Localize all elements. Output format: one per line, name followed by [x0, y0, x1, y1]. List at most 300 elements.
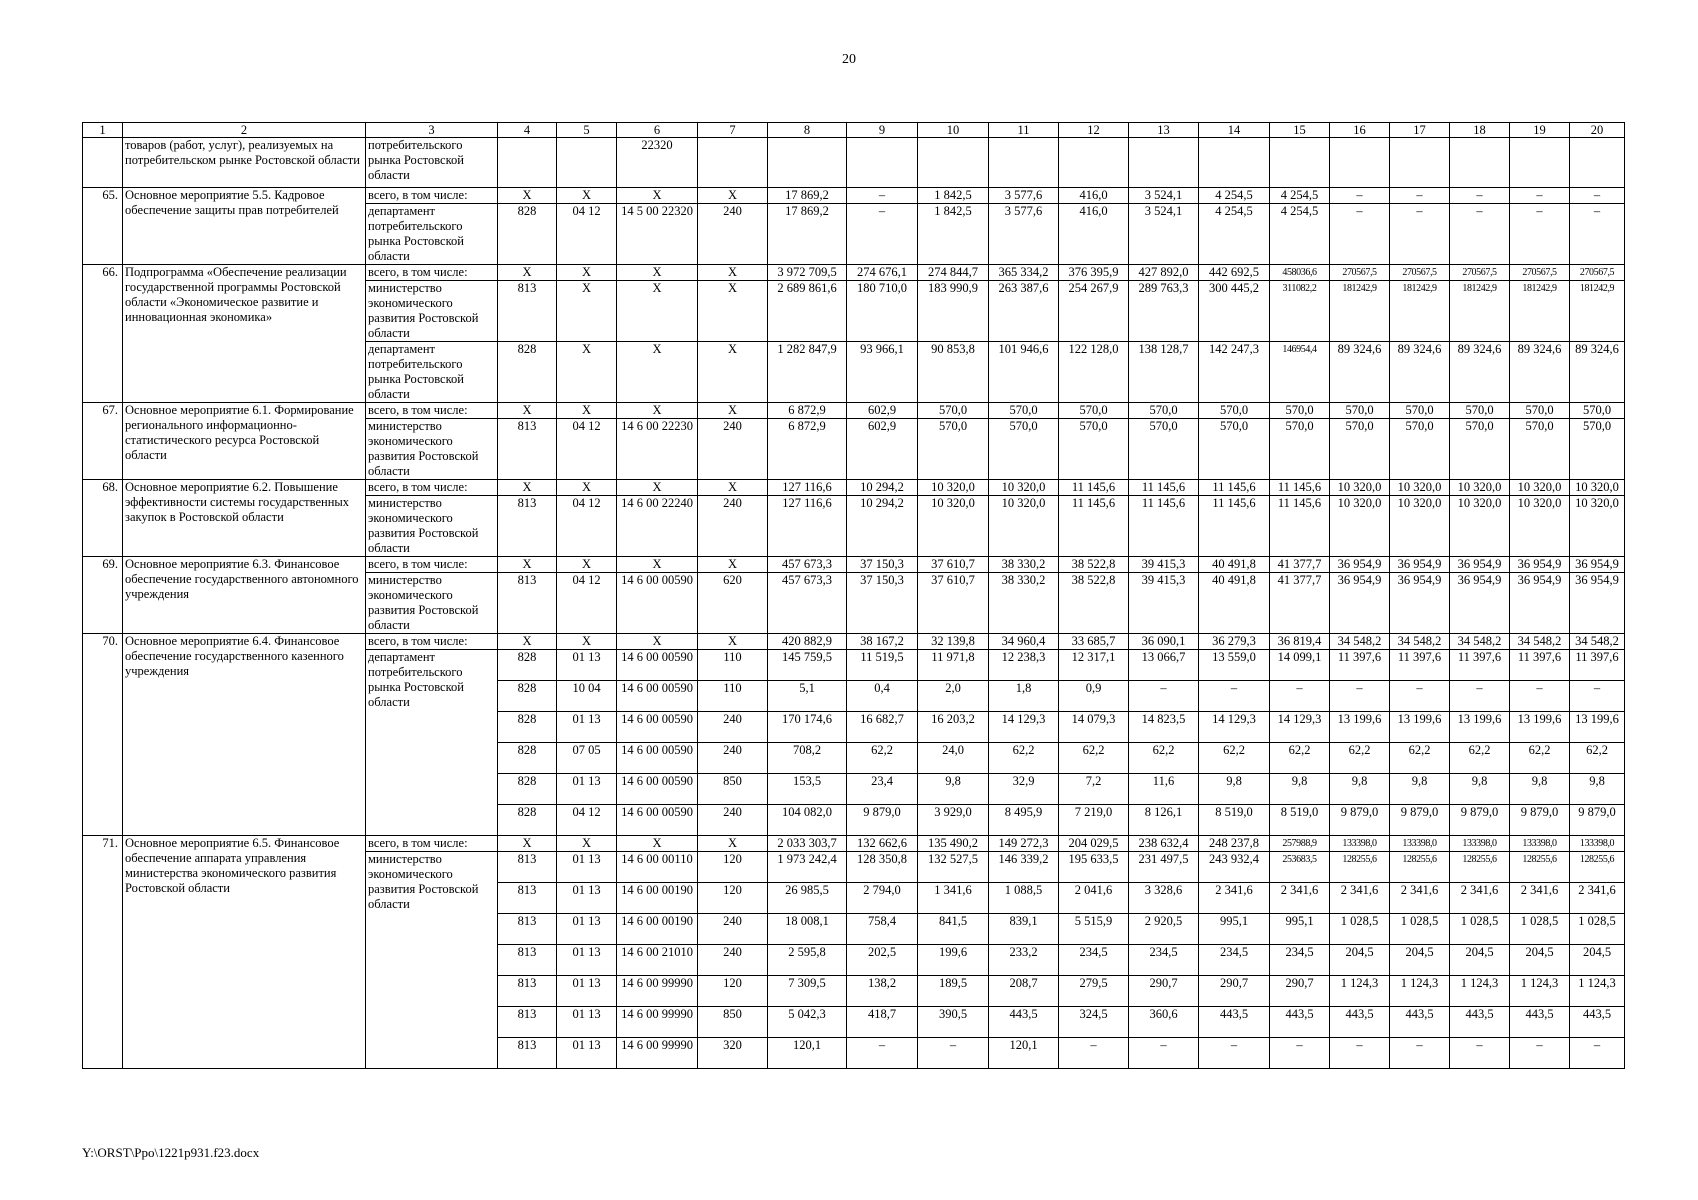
table-cell: 9,8 — [1570, 774, 1625, 805]
table-cell: 813 — [498, 852, 557, 883]
table-cell: – — [1510, 681, 1570, 712]
table-cell: 41 377,7 — [1270, 557, 1330, 573]
table-cell: 270567,5 — [1510, 265, 1570, 281]
table-cell: 66. — [83, 265, 123, 403]
table-cell: 311082,2 — [1270, 281, 1330, 342]
table-cell: 67. — [83, 403, 123, 480]
table-cell: 120 — [698, 976, 768, 1007]
table-cell: 5,1 — [768, 681, 847, 712]
table-cell: 62,2 — [847, 743, 918, 774]
table-cell: 443,5 — [1570, 1007, 1625, 1038]
table-cell: 204,5 — [1570, 945, 1625, 976]
table-cell: 14 129,3 — [989, 712, 1059, 743]
table-cell: 04 12 — [557, 805, 617, 836]
table-cell: 36 954,9 — [1390, 557, 1450, 573]
table-cell: 10 320,0 — [1510, 480, 1570, 496]
table-cell: – — [1330, 681, 1390, 712]
table-cell: 570,0 — [1570, 403, 1625, 419]
table-cell: 120 — [698, 883, 768, 914]
table-cell: – — [1450, 204, 1510, 265]
table-cell: всего, в том числе: — [366, 836, 498, 852]
table-cell: Основное мероприятие 6.3. Финансовое обеспечение государственного автономного учреждения — [123, 557, 366, 634]
table-cell: департамент потребительского рынка Ростовской области — [366, 342, 498, 403]
table-cell: 14 6 00 00590 — [617, 743, 698, 774]
table-cell: 128 350,8 — [847, 852, 918, 883]
table-cell: 04 12 — [557, 419, 617, 480]
table-cell: 110 — [698, 650, 768, 681]
table-cell: 10 320,0 — [989, 480, 1059, 496]
table-cell: 443,5 — [1510, 1007, 1570, 1038]
table-cell: 758,4 — [847, 914, 918, 945]
column-number: 6 — [617, 123, 698, 138]
table-cell: 89 324,6 — [1390, 342, 1450, 403]
table-cell: 274 844,7 — [918, 265, 989, 281]
table-cell: 828 — [498, 204, 557, 265]
table-cell: 16 203,2 — [918, 712, 989, 743]
table-cell: 65. — [83, 188, 123, 265]
table-cell: 199,6 — [918, 945, 989, 976]
table-cell: 36 954,9 — [1570, 573, 1625, 634]
column-number: 20 — [1570, 123, 1625, 138]
table-cell: 40 491,8 — [1199, 573, 1270, 634]
table-cell: 26 985,5 — [768, 883, 847, 914]
table-cell: 37 150,3 — [847, 557, 918, 573]
table-cell: 133398,0 — [1450, 836, 1510, 852]
table-cell: – — [1199, 1038, 1270, 1069]
table-cell: 204 029,5 — [1059, 836, 1129, 852]
table-cell — [83, 138, 123, 188]
column-number: 14 — [1199, 123, 1270, 138]
table-cell: 416,0 — [1059, 204, 1129, 265]
table-cell: 4 254,5 — [1270, 204, 1330, 265]
table-cell: 2 041,6 — [1059, 883, 1129, 914]
table-cell: 602,9 — [847, 403, 918, 419]
table-cell: 9 879,0 — [1390, 805, 1450, 836]
table-cell: 240 — [698, 805, 768, 836]
table-cell: 62,2 — [1199, 743, 1270, 774]
column-number: 17 — [1390, 123, 1450, 138]
table-cell: 40 491,8 — [1199, 557, 1270, 573]
table-cell: 708,2 — [768, 743, 847, 774]
table-cell: 9,8 — [1330, 774, 1390, 805]
table-cell: 11 519,5 — [847, 650, 918, 681]
footer-file-path: Y:\ORST\Ppo\1221p931.f23.docx — [82, 1145, 260, 1160]
table-cell: 11 397,6 — [1570, 650, 1625, 681]
table-cell: 36 954,9 — [1450, 557, 1510, 573]
table-cell: 89 324,6 — [1450, 342, 1510, 403]
table-cell: 570,0 — [1270, 419, 1330, 480]
table-cell: 828 — [498, 681, 557, 712]
column-number: 15 — [1270, 123, 1330, 138]
table-cell: 104 082,0 — [768, 805, 847, 836]
table-cell: 128255,6 — [1510, 852, 1570, 883]
table-cell: 828 — [498, 342, 557, 403]
table-cell: – — [1450, 188, 1510, 204]
table-cell: 10 320,0 — [1570, 496, 1625, 557]
table-cell: 208,7 — [989, 976, 1059, 1007]
table-cell: 234,5 — [1270, 945, 1330, 976]
table-cell: 39 415,3 — [1129, 557, 1199, 573]
table-cell: 01 13 — [557, 976, 617, 1007]
table-cell: 11,6 — [1129, 774, 1199, 805]
table-cell: 37 610,7 — [918, 557, 989, 573]
table-cell: 62,2 — [1450, 743, 1510, 774]
table-cell: 570,0 — [1510, 403, 1570, 419]
table-cell: 1 088,5 — [989, 883, 1059, 914]
table-cell: 570,0 — [1129, 403, 1199, 419]
table-cell: 01 13 — [557, 650, 617, 681]
table-cell: 10 320,0 — [918, 496, 989, 557]
table-cell: 127 116,6 — [768, 496, 847, 557]
table-cell: 36 954,9 — [1510, 573, 1570, 634]
table-cell: 290,7 — [1270, 976, 1330, 1007]
table-cell: 2 920,5 — [1129, 914, 1199, 945]
table-cell: – — [1570, 681, 1625, 712]
table-cell: 2 341,6 — [1510, 883, 1570, 914]
table-cell: 570,0 — [1450, 403, 1510, 419]
table-cell: 850 — [698, 1007, 768, 1038]
table-cell: 620 — [698, 573, 768, 634]
table-cell: – — [1450, 1038, 1510, 1069]
table-cell: 10 320,0 — [918, 480, 989, 496]
table-cell: 443,5 — [1450, 1007, 1510, 1038]
table-cell: 38 522,8 — [1059, 557, 1129, 573]
table-cell: Х — [698, 281, 768, 342]
table-cell: 11 145,6 — [1129, 496, 1199, 557]
table-cell: 570,0 — [1199, 403, 1270, 419]
table-cell: Х — [557, 836, 617, 852]
table-cell: – — [1510, 204, 1570, 265]
table-cell: всего, в том числе: — [366, 557, 498, 573]
column-number: 18 — [1450, 123, 1510, 138]
table-cell: 1 341,6 — [918, 883, 989, 914]
table-cell: 202,5 — [847, 945, 918, 976]
table-cell: Х — [557, 403, 617, 419]
table-cell: 22320 — [617, 138, 698, 188]
table-cell: 2 794,0 — [847, 883, 918, 914]
table-cell — [1510, 138, 1570, 188]
table-cell: – — [1510, 188, 1570, 204]
table-cell: 813 — [498, 419, 557, 480]
table-cell: – — [1570, 188, 1625, 204]
table-cell: 01 13 — [557, 945, 617, 976]
table-cell: 13 199,6 — [1330, 712, 1390, 743]
table-cell: 14 6 00 00590 — [617, 712, 698, 743]
table-cell: 12 238,3 — [989, 650, 1059, 681]
table-cell: 0,4 — [847, 681, 918, 712]
table-cell: 828 — [498, 743, 557, 774]
table-cell: 18 008,1 — [768, 914, 847, 945]
table-cell: 0,9 — [1059, 681, 1129, 712]
table-cell: Подпрограмма «Обеспечение реализации государственной программы Ростовской области «Экономическое развитие и инновационная экономика» — [123, 265, 366, 403]
table-cell: 142 247,3 — [1199, 342, 1270, 403]
table-cell: Х — [617, 836, 698, 852]
table-cell: 01 13 — [557, 712, 617, 743]
table-cell: 416,0 — [1059, 188, 1129, 204]
table-cell: 14 129,3 — [1199, 712, 1270, 743]
table-cell: – — [1390, 188, 1450, 204]
table-cell: 38 167,2 — [847, 634, 918, 650]
table-cell: Х — [557, 281, 617, 342]
table-cell: 5 515,9 — [1059, 914, 1129, 945]
table-cell: 5 042,3 — [768, 1007, 847, 1038]
table-cell: 813 — [498, 1007, 557, 1038]
table-cell: 01 13 — [557, 883, 617, 914]
table-cell: 36 954,9 — [1330, 557, 1390, 573]
table-cell: 13 066,7 — [1129, 650, 1199, 681]
table-cell: 14 6 00 22240 — [617, 496, 698, 557]
table-cell: всего, в том числе: — [366, 265, 498, 281]
column-number: 4 — [498, 123, 557, 138]
table-cell: 14 6 00 00190 — [617, 883, 698, 914]
table-cell: 1 124,3 — [1330, 976, 1390, 1007]
table-cell: 14 6 00 00190 — [617, 914, 698, 945]
table-cell: 570,0 — [1330, 403, 1390, 419]
table-cell: 841,5 — [918, 914, 989, 945]
table-cell: 01 13 — [557, 1007, 617, 1038]
table-cell: 3 972 709,5 — [768, 265, 847, 281]
column-number: 5 — [557, 123, 617, 138]
table-cell: – — [1270, 1038, 1330, 1069]
table-cell: Х — [698, 836, 768, 852]
table-row — [83, 836, 1625, 852]
table-cell: 204,5 — [1390, 945, 1450, 976]
table-cell: 243 932,4 — [1199, 852, 1270, 883]
table-cell: 270567,5 — [1570, 265, 1625, 281]
column-number: 8 — [768, 123, 847, 138]
table-cell: 120,1 — [768, 1038, 847, 1069]
table-cell: 376 395,9 — [1059, 265, 1129, 281]
table-cell: 420 882,9 — [768, 634, 847, 650]
table-cell: 570,0 — [1390, 403, 1450, 419]
table-cell: Х — [698, 265, 768, 281]
table-cell: – — [1450, 681, 1510, 712]
table-cell: 570,0 — [989, 419, 1059, 480]
table-cell: 3 577,6 — [989, 188, 1059, 204]
table-cell: 570,0 — [1059, 403, 1129, 419]
table-cell: 4 254,5 — [1199, 188, 1270, 204]
column-number: 9 — [847, 123, 918, 138]
table-cell: 443,5 — [1390, 1007, 1450, 1038]
table-cell: 1,8 — [989, 681, 1059, 712]
table-cell: 62,2 — [1510, 743, 1570, 774]
table-cell — [1330, 138, 1390, 188]
table-cell: 36 954,9 — [1570, 557, 1625, 573]
table-cell: 10 320,0 — [1330, 496, 1390, 557]
table-cell: 8 519,0 — [1270, 805, 1330, 836]
table-cell: 570,0 — [1570, 419, 1625, 480]
table-cell: 570,0 — [1270, 403, 1330, 419]
table-cell: Х — [698, 557, 768, 573]
table-cell: – — [1570, 1038, 1625, 1069]
table-cell: 34 548,2 — [1570, 634, 1625, 650]
table-cell: 828 — [498, 774, 557, 805]
table-cell: 37 610,7 — [918, 573, 989, 634]
table-cell: 89 324,6 — [1330, 342, 1390, 403]
table-cell: 270567,5 — [1450, 265, 1510, 281]
table-cell: 62,2 — [1570, 743, 1625, 774]
table-cell: 89 324,6 — [1570, 342, 1625, 403]
table-cell: 570,0 — [918, 419, 989, 480]
table-cell: 2 341,6 — [1330, 883, 1390, 914]
table-cell: 133398,0 — [1570, 836, 1625, 852]
table-cell — [847, 138, 918, 188]
column-number: 7 — [698, 123, 768, 138]
table-row — [83, 265, 1625, 281]
table-cell: 290,7 — [1199, 976, 1270, 1007]
table-cell: 390,5 — [918, 1007, 989, 1038]
table-cell: 11 397,6 — [1330, 650, 1390, 681]
table-cell: 813 — [498, 945, 557, 976]
table-cell: 36 954,9 — [1510, 557, 1570, 573]
table-cell: 2 033 303,7 — [768, 836, 847, 852]
table-cell — [1059, 138, 1129, 188]
table-cell: 248 237,8 — [1199, 836, 1270, 852]
table-cell: 240 — [698, 496, 768, 557]
table-cell: 181242,9 — [1570, 281, 1625, 342]
table-cell: 240 — [698, 712, 768, 743]
table-cell: 10 320,0 — [1330, 480, 1390, 496]
column-number: 10 — [918, 123, 989, 138]
table-cell: 127 116,6 — [768, 480, 847, 496]
table-cell: 17 869,2 — [768, 204, 847, 265]
table-cell: 4 254,5 — [1270, 188, 1330, 204]
table-row — [83, 138, 1625, 188]
table-cell: 3 524,1 — [1129, 204, 1199, 265]
table-cell: 183 990,9 — [918, 281, 989, 342]
table-cell — [498, 138, 557, 188]
table-cell: 204,5 — [1510, 945, 1570, 976]
table-cell: всего, в том числе: — [366, 634, 498, 650]
table-cell: 813 — [498, 883, 557, 914]
table-cell: Х — [557, 265, 617, 281]
table-cell: 181242,9 — [1450, 281, 1510, 342]
table-row — [83, 634, 1625, 650]
table-cell: 234,5 — [1129, 945, 1199, 976]
table-cell: всего, в том числе: — [366, 188, 498, 204]
table-cell: 34 960,4 — [989, 634, 1059, 650]
table-cell: 457 673,3 — [768, 573, 847, 634]
table-cell: – — [1330, 1038, 1390, 1069]
table-cell: 3 929,0 — [918, 805, 989, 836]
table-cell: 11 145,6 — [1129, 480, 1199, 496]
table-cell: 14 6 00 22230 — [617, 419, 698, 480]
table-cell: 2 341,6 — [1570, 883, 1625, 914]
table-cell: 13 559,0 — [1199, 650, 1270, 681]
table-cell: 234,5 — [1199, 945, 1270, 976]
table-cell: 570,0 — [1330, 419, 1390, 480]
table-cell: 132 662,6 — [847, 836, 918, 852]
table-cell: 995,1 — [1199, 914, 1270, 945]
table-cell: 38 330,2 — [989, 573, 1059, 634]
table-cell: 6 872,9 — [768, 403, 847, 419]
table-cell: – — [1059, 1038, 1129, 1069]
table-cell: департамент потребительского рынка Ростовской области — [366, 204, 498, 265]
table-cell: 62,2 — [989, 743, 1059, 774]
table-cell — [1270, 138, 1330, 188]
table-cell: 10 320,0 — [1570, 480, 1625, 496]
table-cell: 11 397,6 — [1510, 650, 1570, 681]
table-cell: 9,8 — [1450, 774, 1510, 805]
table-cell: 11 397,6 — [1450, 650, 1510, 681]
table-cell: 89 324,6 — [1510, 342, 1570, 403]
table-cell: Х — [617, 188, 698, 204]
table-cell: – — [1570, 204, 1625, 265]
table-cell: 231 497,5 — [1129, 852, 1199, 883]
table-cell: 14 6 00 00110 — [617, 852, 698, 883]
table-cell: Х — [617, 634, 698, 650]
table-cell: Х — [498, 557, 557, 573]
table-cell: 2 341,6 — [1199, 883, 1270, 914]
table-cell: Х — [698, 342, 768, 403]
table-cell: 850 — [698, 774, 768, 805]
table-cell: 14 6 00 00590 — [617, 774, 698, 805]
table-cell: 1 842,5 — [918, 188, 989, 204]
table-cell: 14 6 00 99990 — [617, 976, 698, 1007]
table-cell: 10 320,0 — [1390, 480, 1450, 496]
table-cell: 813 — [498, 573, 557, 634]
table-cell: 602,9 — [847, 419, 918, 480]
table-cell: Х — [698, 403, 768, 419]
table-cell: 9 879,0 — [1450, 805, 1510, 836]
table-cell: 14 079,3 — [1059, 712, 1129, 743]
table-cell: Х — [557, 557, 617, 573]
table-cell: 995,1 — [1270, 914, 1330, 945]
table-cell: 9 879,0 — [1570, 805, 1625, 836]
table-cell: 3 577,6 — [989, 204, 1059, 265]
table-cell: 132 527,5 — [918, 852, 989, 883]
table-cell: 11 145,6 — [1199, 480, 1270, 496]
table-cell: 9 879,0 — [847, 805, 918, 836]
table-cell: 128255,6 — [1390, 852, 1450, 883]
table-cell: Основное мероприятие 6.5. Финансовое обеспечение аппарата управления министерства экономического развития Ростовской области — [123, 836, 366, 1069]
table-cell: 181242,9 — [1390, 281, 1450, 342]
table-cell: 9,8 — [1510, 774, 1570, 805]
table-cell — [557, 138, 617, 188]
table-cell: 270567,5 — [1390, 265, 1450, 281]
table-cell: 37 150,3 — [847, 573, 918, 634]
table-cell: 6 872,9 — [768, 419, 847, 480]
table-cell: 443,5 — [1330, 1007, 1390, 1038]
table-cell: 189,5 — [918, 976, 989, 1007]
table-cell: департамент потребительского рынка Ростовской области — [366, 650, 498, 836]
table-cell: 133398,0 — [1330, 836, 1390, 852]
table-cell: 93 966,1 — [847, 342, 918, 403]
table-row — [83, 403, 1625, 419]
table-cell: 1 842,5 — [918, 204, 989, 265]
table-cell: 253683,5 — [1270, 852, 1330, 883]
table-cell: 71. — [83, 836, 123, 1069]
table-cell: 01 13 — [557, 774, 617, 805]
table-cell: 300 445,2 — [1199, 281, 1270, 342]
table-cell: 149 272,3 — [989, 836, 1059, 852]
table-cell: 145 759,5 — [768, 650, 847, 681]
table-cell: 418,7 — [847, 1007, 918, 1038]
table-cell: 128255,6 — [1450, 852, 1510, 883]
table-cell: Основное мероприятие 5.5. Кадровое обеспечение защиты прав потребителей — [123, 188, 366, 265]
table-cell: 32 139,8 — [918, 634, 989, 650]
table-cell: 146954,4 — [1270, 342, 1330, 403]
table-cell: 23,4 — [847, 774, 918, 805]
table-row — [83, 188, 1625, 204]
table-cell: 9,8 — [918, 774, 989, 805]
table-cell: 240 — [698, 204, 768, 265]
table-cell: 8 519,0 — [1199, 805, 1270, 836]
table-cell: Основное мероприятие 6.4. Финансовое обеспечение государственного казенного учреждения — [123, 634, 366, 836]
column-number: 19 — [1510, 123, 1570, 138]
column-number: 12 — [1059, 123, 1129, 138]
table-cell: министерство экономического развития Ростовской области — [366, 281, 498, 342]
